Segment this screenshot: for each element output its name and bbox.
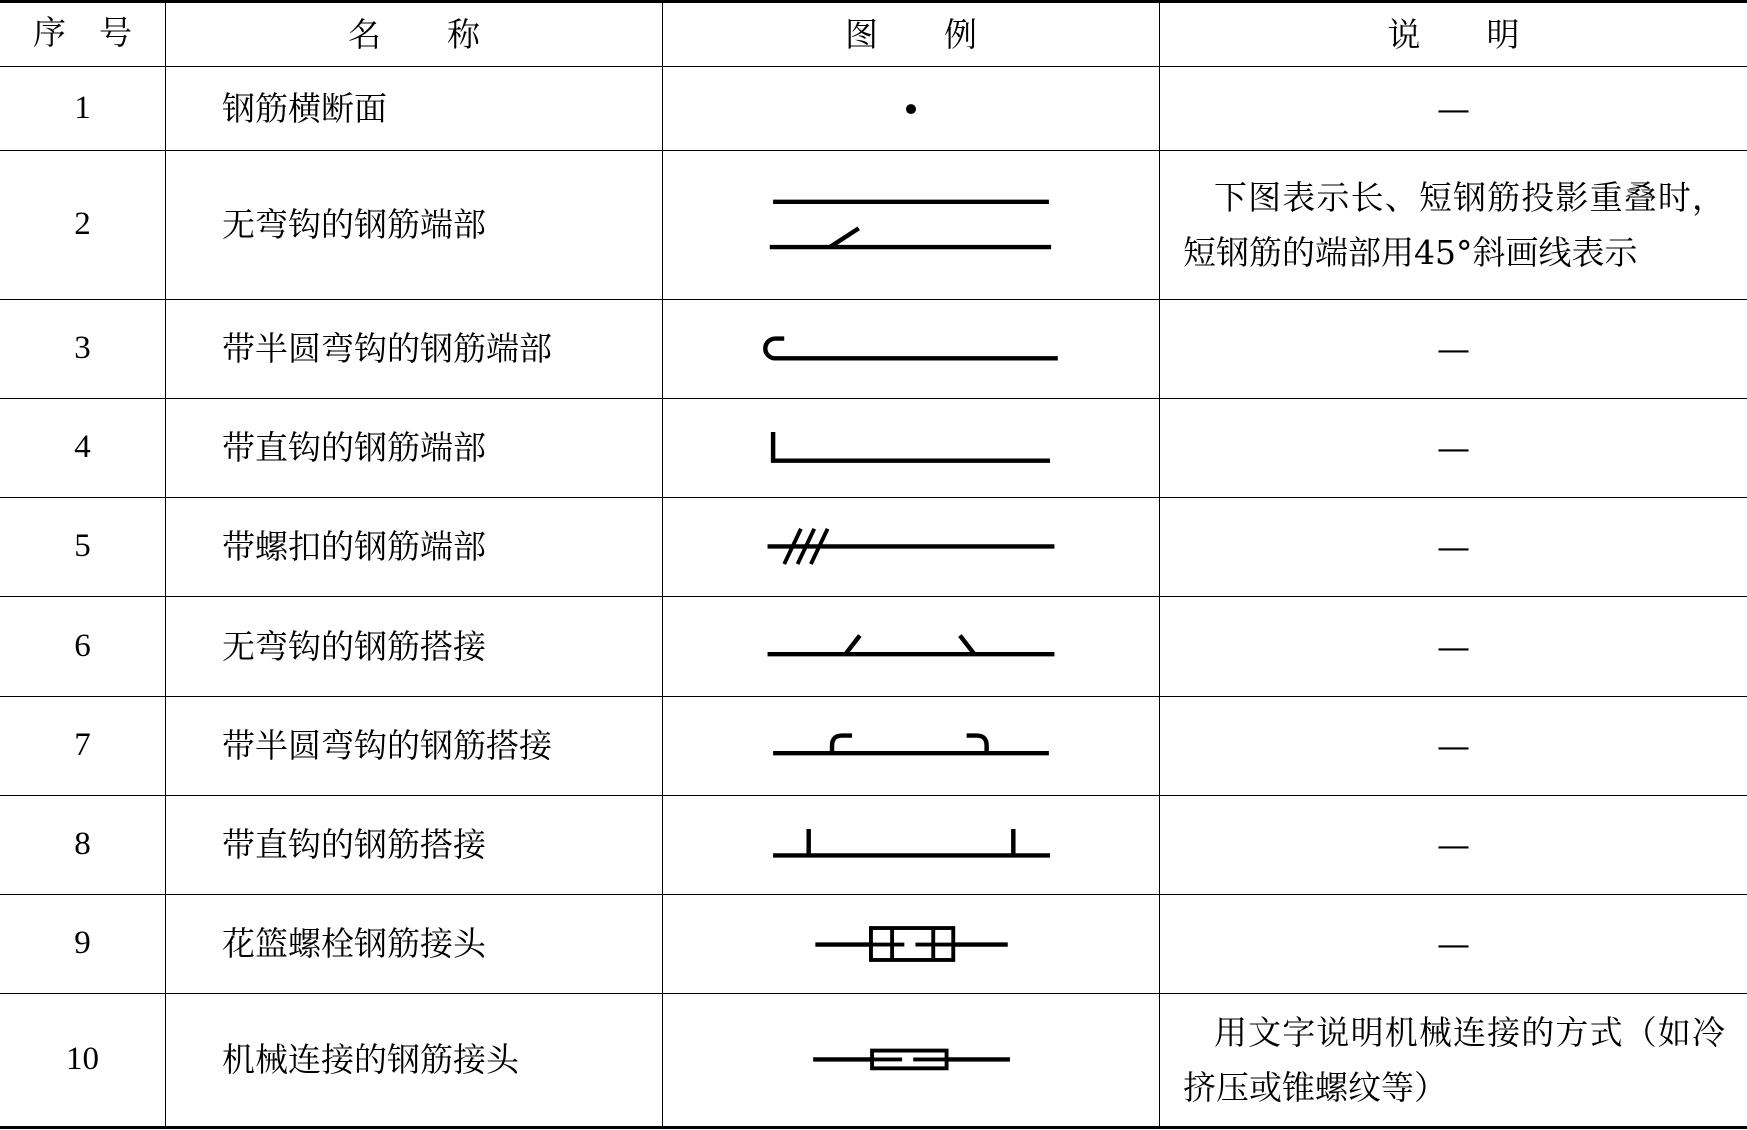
row-number: 5 [0,498,166,597]
row-number: 9 [0,895,166,994]
legend-cell [663,895,1160,994]
note-line-2: 短钢筋的端部用45°斜画线表示 [1183,233,1638,272]
row-number: 8 [0,796,166,895]
row-number: 6 [0,597,166,697]
rebar-lap-straight-hook-icon [663,796,1159,894]
symbol-name: 带半圆弯钩的钢筋端部 [166,300,663,399]
rebar-lap-semicircular-hook-icon [663,697,1159,795]
note-line-1: 用文字说明机械连接的方式（如冷 [1214,1013,1725,1052]
rebar-with-straight-hook [773,432,1050,461]
symbol-name: 机械连接的钢筋接头 [166,994,663,1126]
row-number: 4 [0,399,166,498]
right-semicircular-hook [967,736,987,754]
turnbuckle-rebar-joint-icon [663,895,1159,993]
symbol-name: 花篮螺栓钢筋接头 [166,895,663,994]
row-number: 7 [0,697,166,796]
header-note: 说 明 [1160,3,1747,67]
note-line-2: 挤压或锥螺纹等） [1183,1068,1447,1107]
symbol-name: 钢筋横断面 [166,67,663,151]
left-semicircular-hook [832,736,852,754]
rebar-end-straight-hook-icon [663,399,1159,497]
row-number: 1 [0,67,166,151]
legend-cell [663,399,1160,498]
thread-marks [784,529,827,564]
symbol-name: 带半圆弯钩的钢筋搭接 [166,697,663,796]
right-end-slash [960,636,974,655]
rebar-end-threaded-icon [663,498,1159,596]
rebar-with-semicircular-hook [765,339,1057,359]
note-text [1183,1005,1725,1115]
rebar-end-no-hook-icon [663,151,1159,299]
row-number: 3 [0,300,166,399]
legend-cell [663,994,1160,1126]
note-dash: — [1160,67,1747,151]
symbol-name: 带直钩的钢筋搭接 [166,796,663,895]
header-no: 序 号 [0,3,166,67]
note-dash: — [1160,498,1747,597]
row-number: 10 [0,994,166,1126]
note-dash: — [1160,796,1747,895]
legend-cell [663,796,1160,895]
rebar-lap-no-hook-icon [663,597,1159,696]
symbol-name: 无弯钩的钢筋端部 [166,151,663,300]
note-line-1: 下图表示长、短钢筋投影重叠时， [1214,178,1725,217]
legend-cell [663,498,1160,597]
note-dash: — [1160,300,1747,399]
note-dash: — [1160,697,1747,796]
note-cell [1160,994,1747,1126]
symbol-name: 带直钩的钢筋端部 [166,399,663,498]
rebar-dot [906,104,916,114]
note-dash: — [1160,597,1747,697]
symbol-name: 无弯钩的钢筋搭接 [166,597,663,697]
note-dash: — [1160,399,1747,498]
rebar-end-semicircular-hook-icon [663,300,1159,398]
row-number: 2 [0,151,166,300]
legend-cell [663,67,1160,151]
left-end-slash [845,636,859,655]
legend-cell [663,300,1160,399]
legend-cell [663,597,1160,697]
legend-cell [663,151,1160,300]
legend-cell [663,697,1160,796]
rebar-cross-section-dot-icon [663,67,1159,150]
mechanical-rebar-coupler-icon [663,994,1159,1126]
header-name: 名 称 [166,3,663,67]
header-legend: 图 例 [663,3,1160,67]
symbol-name: 带螺扣的钢筋端部 [166,498,663,597]
end-slash-45deg [830,228,859,247]
note-dash: — [1160,895,1747,994]
note-cell [1160,151,1747,300]
note-text [1183,170,1725,280]
